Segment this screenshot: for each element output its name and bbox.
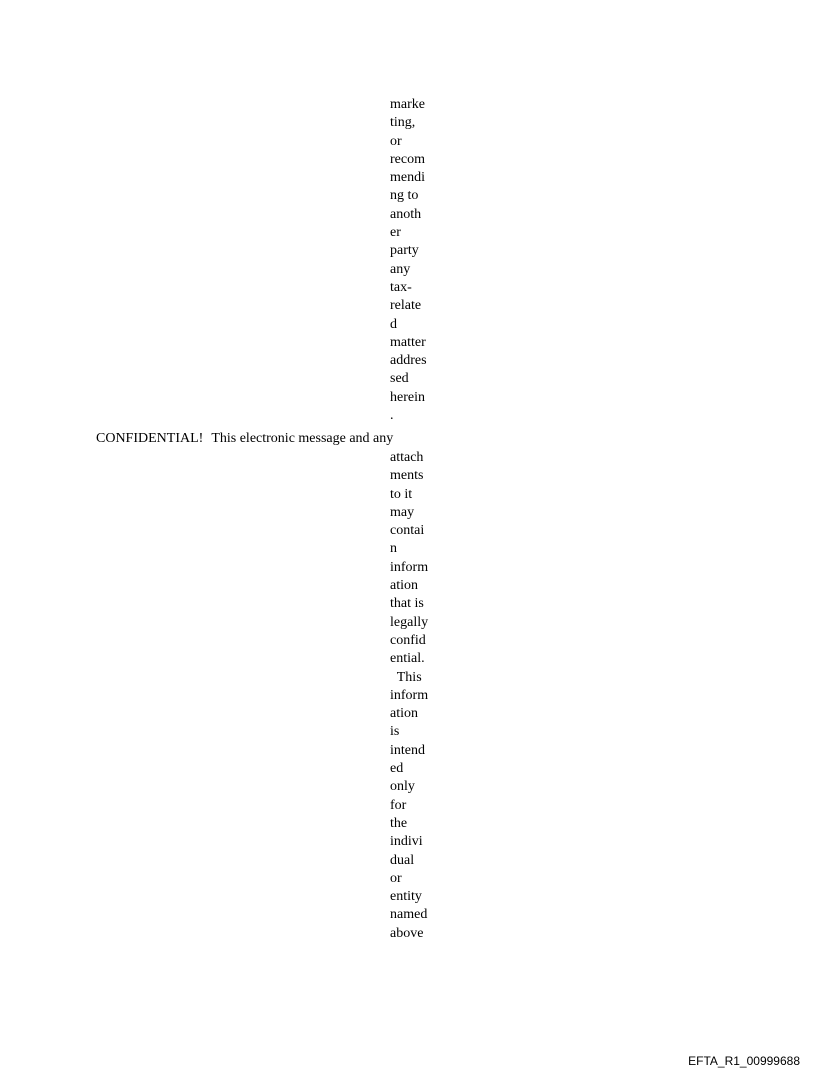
- text-line: sed: [390, 371, 409, 387]
- text-line: intend: [390, 742, 425, 758]
- text-line: anoth: [390, 206, 422, 222]
- text-line: ting,: [390, 115, 416, 131]
- confidential-notice-line: [96, 430, 393, 448]
- text-line: entity: [390, 889, 422, 905]
- confidential-text: This electronic message and any: [211, 431, 394, 446]
- text-line: only: [390, 779, 415, 795]
- text-line: that is: [390, 596, 424, 612]
- text-line: indivi: [390, 834, 423, 850]
- text-line: mendi: [390, 170, 425, 186]
- text-line: ed: [390, 761, 404, 777]
- text-line: ments: [390, 468, 424, 484]
- text-line: for: [390, 797, 407, 813]
- document-id: EFTA_R1_00999688: [688, 1054, 800, 1068]
- text-line: ation: [390, 578, 418, 594]
- text-line: legally: [390, 614, 429, 630]
- text-line: ential.: [390, 651, 425, 667]
- text-line: n: [390, 541, 397, 557]
- text-line: or: [390, 870, 402, 886]
- text-line: contai: [390, 523, 425, 539]
- text-line: attach: [390, 450, 424, 465]
- body-text-column-bottom: [390, 449, 438, 943]
- text-line: .: [390, 408, 394, 424]
- text-line: dual: [390, 852, 415, 868]
- text-line: party: [390, 243, 419, 259]
- text-line: recom: [390, 151, 425, 167]
- text-line: any: [390, 261, 411, 277]
- text-line: herein: [390, 389, 425, 405]
- text-line: ng to: [390, 188, 419, 204]
- text-line: or: [390, 133, 402, 149]
- text-line: above: [390, 925, 424, 941]
- confidential-label: CONFIDENTIAL!: [96, 431, 204, 446]
- text-line: er: [390, 225, 401, 241]
- text-line: inform: [390, 559, 429, 575]
- text-line: ation: [390, 706, 418, 722]
- body-text-column-top: [390, 96, 438, 425]
- text-line: confid: [390, 632, 426, 648]
- text-line: the: [390, 815, 408, 831]
- text-line: marke: [390, 97, 425, 112]
- text-line: matter: [390, 334, 426, 350]
- text-line: named: [390, 907, 428, 923]
- text-line: addres: [390, 353, 427, 369]
- text-line: may: [390, 504, 415, 520]
- text-line: This: [390, 669, 422, 685]
- text-line: d: [390, 316, 397, 332]
- text-line: tax-: [390, 279, 412, 295]
- text-line: inform: [390, 687, 429, 703]
- text-line: relate: [390, 298, 422, 314]
- text-line: is: [390, 724, 400, 740]
- text-line: to it: [390, 486, 413, 502]
